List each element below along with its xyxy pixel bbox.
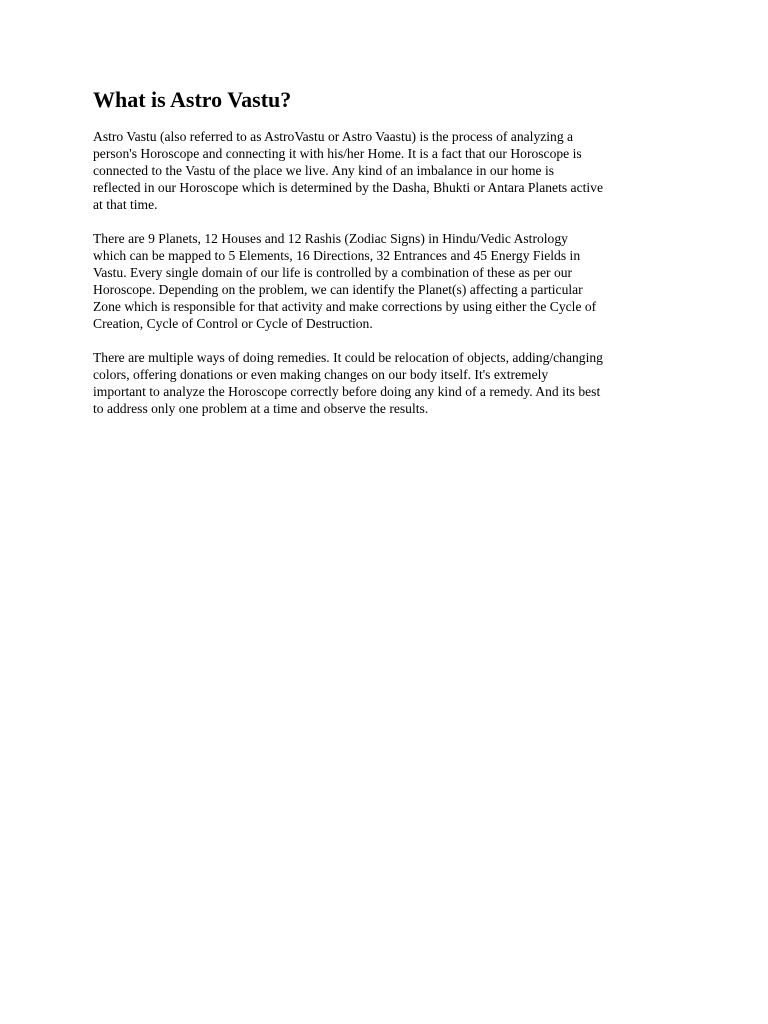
paragraph-line: Creation, Cycle of Control or Cycle of Destruction. xyxy=(93,316,373,331)
page-title: What is Astro Vastu? xyxy=(93,87,292,112)
document-page xyxy=(93,86,683,434)
paragraph-line: colors, offering donations or even making changes on our body itself. It's extremely xyxy=(93,367,549,382)
paragraph-line: which can be mapped to 5 Elements, 16 Directions, 32 Entrances and 45 Energy Fields in xyxy=(93,248,581,263)
paragraph-line: connected to the Vastu of the place we live. Any kind of an imbalance in our home is xyxy=(93,163,555,178)
paragraph-line: There are 9 Planets, 12 Houses and 12 Rashis (Zodiac Signs) in Hindu/Vedic Astrology xyxy=(93,231,568,246)
paragraph-line: important to analyze the Horoscope correctly before doing any kind of a remedy. And its best xyxy=(93,384,601,399)
paragraph-line: Horoscope. Depending on the problem, we can identify the Planet(s) affecting a particular xyxy=(93,282,583,297)
paragraph-1 xyxy=(93,128,683,213)
paragraph-line: Astro Vastu (also referred to as AstroVastu or Astro Vaastu) is the process of analyzing a xyxy=(93,129,574,144)
paragraph-line: reflected in our Horoscope which is determined by the Dasha, Bhukti or Antara Planets active xyxy=(93,180,603,195)
paragraph-line: Zone which is responsible for that activity and make corrections by using either the Cycle of xyxy=(93,299,597,314)
paragraph-line: person's Horoscope and connecting it with his/her Home. It is a fact that our Horoscope is xyxy=(93,146,582,161)
paragraph-line: at that time. xyxy=(93,197,158,212)
paragraph-line: to address only one problem at a time and observe the results. xyxy=(93,401,429,416)
paragraph-2 xyxy=(93,230,683,332)
paragraph-line: There are multiple ways of doing remedies. It could be relocation of objects, adding/changing xyxy=(93,350,603,365)
paragraph-3 xyxy=(93,349,683,417)
paragraph-line: Vastu. Every single domain of our life is controlled by a combination of these as per our xyxy=(93,265,573,280)
